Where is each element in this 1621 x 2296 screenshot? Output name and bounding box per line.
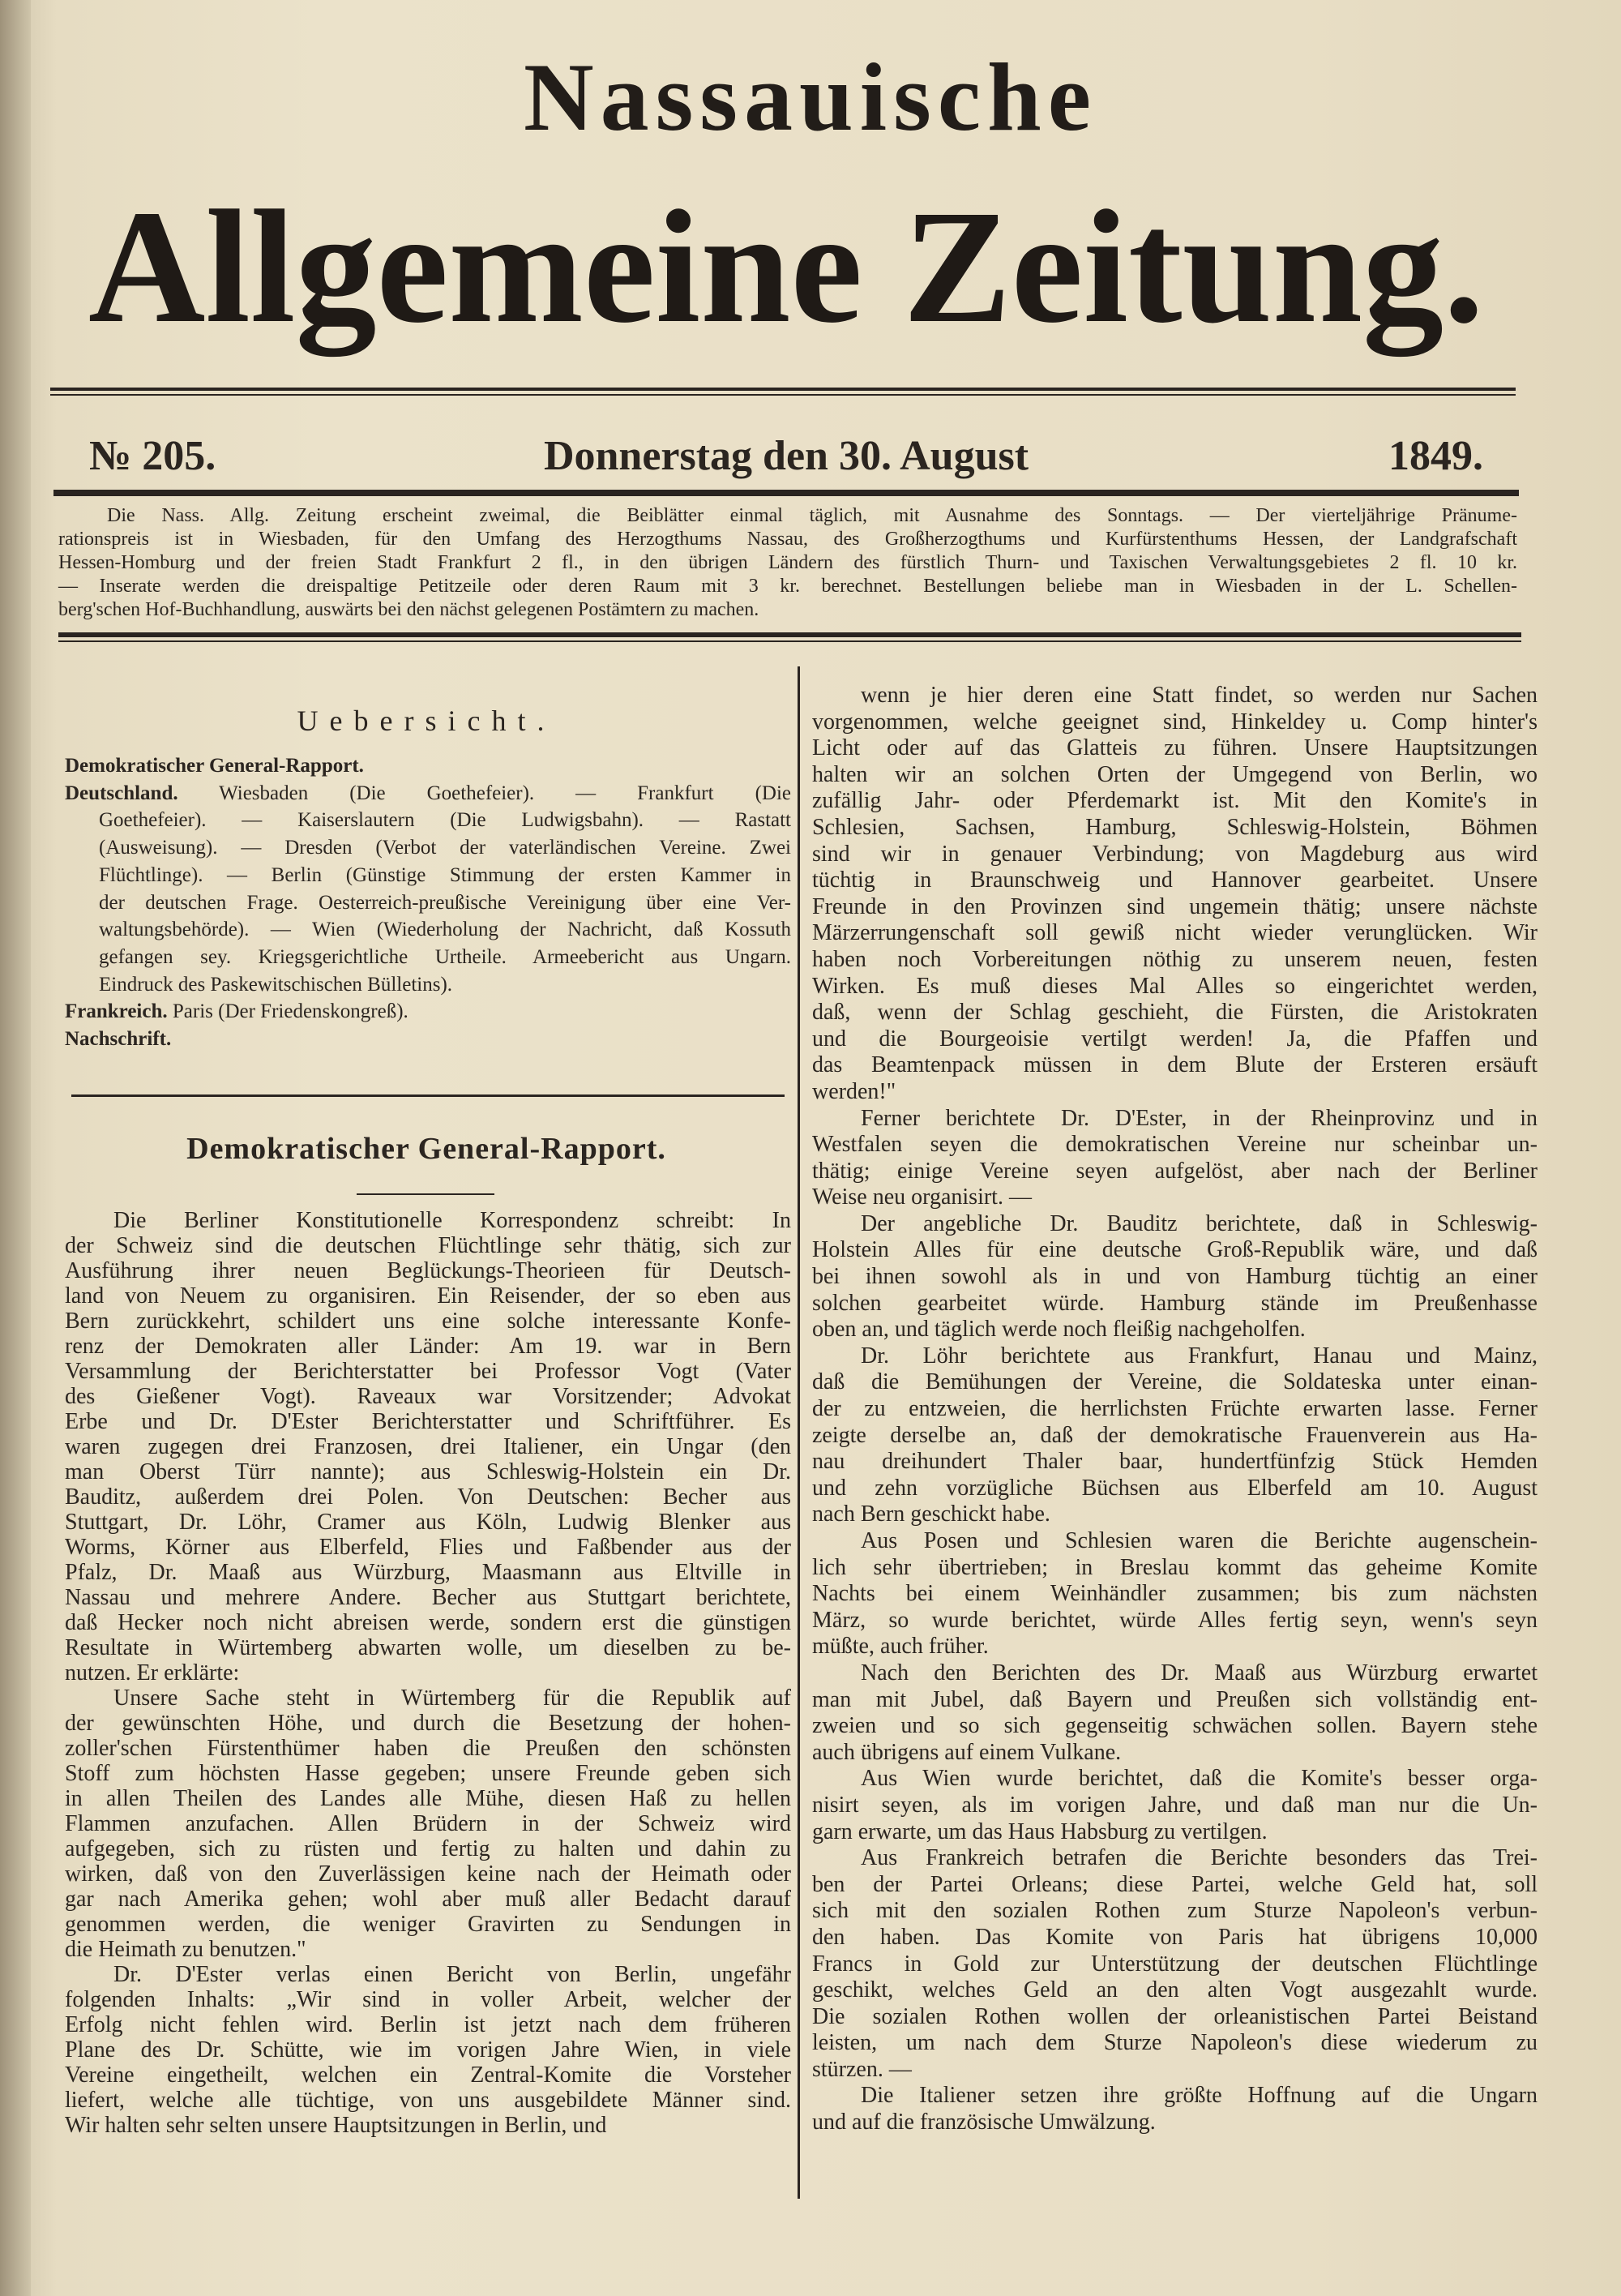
masthead-rule	[50, 388, 1516, 391]
masthead-line-2: Allgemeine Zeitung.	[88, 178, 1485, 357]
overview-entry-text: waltungsbehörde). — Wien (Wiederholung der Nachricht, daß Kossuth	[99, 919, 791, 941]
text-line: wirken, daß von den Zuverlässigen keine nach der Heimath oder	[65, 1861, 791, 1887]
overview-section-name: Frankreich.	[65, 1000, 168, 1023]
text-line: bei ihnen sowohl als in und von Hamburg tüchtig an einer	[812, 1264, 1538, 1290]
text-line: Märzerrungenschaft soll gewiß nicht wieder verunglücken. Wir	[812, 920, 1538, 946]
text-line: des Gießener Vogt). Raveaux war Vorsitzender; Advokat	[65, 1384, 791, 1409]
text-line: leisten, um nach dem Sturze Napoleon's diese wiederum zu	[812, 2030, 1538, 2056]
text-line: tüchtig in Braunschweig und Hannover gearbeitet. Unsere	[812, 867, 1538, 893]
text-line: Westfalen seyen die demokratischen Vereine nur scheinbar un-	[812, 1132, 1538, 1158]
text-line: halten wir an solchen Orten der Umgegend von Berlin, wo	[812, 761, 1538, 787]
notice-line: Hessen-Homburg und der freien Stadt Frankfurt 2 fl., in den übrigen Ländern des fürstlich Thurn- und Taxischen Verwaltungsgebietes 2 fl. 10 kr.	[58, 552, 1517, 573]
text-line: Holstein Alles für eine deutsche Groß-Republik wäre, und daß	[812, 1237, 1538, 1263]
paragraph	[65, 1686, 791, 1962]
article-column-left	[65, 1208, 791, 2138]
text-line: Nachts bei einem Weinhändler zusammen; bis zum nächsten	[812, 1581, 1538, 1607]
paragraph	[812, 1845, 1538, 2083]
text-line: nau dreihundert Thaler baar, hundertfünfzig Stück Hemden	[812, 1449, 1538, 1475]
text-line: in allen Theilen des Landes alle Mühe, diesen Haß zu hellen	[65, 1786, 791, 1811]
text-line: Schlesien, Sachsen, Hamburg, Schleswig-Holstein, Böhmen	[812, 814, 1538, 840]
notice-line: berg'schen Hof-Buchhandlung, auswärts bei den nächst gelegenen Postämtern zu machen.	[58, 599, 759, 620]
text-line: ben der Partei Orleans; diese Partei, welche Geld hat, soll	[812, 1871, 1538, 1897]
overview-entry	[65, 780, 791, 807]
text-line: zweien und so sich gegenseitig schwächen sollen. Bayern stehe	[812, 1713, 1538, 1739]
text-line: Plane des Dr. Schütte, wie im vorigen Jahre Wien, in viele	[65, 2037, 791, 2063]
overview-section-name: Deutschland.	[65, 782, 178, 804]
text-line: Aus Posen und Schlesien waren die Berichte augenschein-	[861, 1528, 1538, 1553]
text-line: und zehn vorzügliche Büchsen aus Elberfeld am 10. August	[812, 1475, 1538, 1501]
paragraph	[65, 1208, 791, 1686]
notice-rule-thin	[58, 640, 1521, 642]
text-line: Dr. D'Ester verlas einen Bericht von Berlin, ungefähr	[113, 1962, 791, 1987]
column-divider	[798, 666, 800, 2199]
text-line: Die Berliner Konstitutionelle Korrespondenz schreibt: In	[113, 1208, 791, 1233]
text-line: genommen werden, die weniger Gravirten zu Sendungen in	[65, 1912, 791, 1937]
overview-heading: Uebersicht.	[297, 705, 556, 737]
text-line: Weise neu organisirt. —	[812, 1184, 1032, 1210]
text-line: das Beamtenpack müssen in dem Blute der Ersteren ersäuft	[812, 1052, 1538, 1078]
notice-line: rationspreis ist in Wiesbaden, für den Umfang des Herzogthums Nassau, des Großherzogthums und Kurfürstenthums Hessen, der Landgrafschaft	[58, 529, 1517, 550]
issue-date: Donnerstag den 30. August	[543, 433, 1029, 479]
text-line: Ferner berichtete Dr. D'Ester, in der Rheinprovinz und in	[861, 1105, 1538, 1131]
overview-entry	[65, 834, 791, 862]
notice-rule	[58, 632, 1521, 637]
overview-entry	[65, 944, 791, 971]
overview-entry	[65, 752, 791, 780]
text-line: liefert, welche alle tüchtige, von uns ausgebildete Männer sind.	[65, 2088, 791, 2113]
overview-entry	[65, 889, 791, 917]
title-rule	[357, 1193, 494, 1195]
text-line: Worms, Körner aus Elberfeld, Flies und Faßbender aus der	[65, 1535, 791, 1560]
text-line: vorgenommen, welche geeignet sind, Hinkeldey u. Comp hinter's	[812, 709, 1538, 735]
overview-entry	[65, 916, 791, 944]
text-line: zeigte derselbe an, daß der demokratische Frauenverein aus Ha-	[812, 1422, 1538, 1448]
subscription-notice	[58, 504, 1517, 622]
text-line: nutzen. Er erklärte:	[65, 1660, 240, 1686]
text-line: der Schweiz sind die deutschen Flüchtlinge sehr thätig, sich zur	[65, 1233, 791, 1258]
text-line: Resultate in Würtemberg abwarten wolle, um dieselben zu be-	[65, 1635, 791, 1660]
text-line: Wirken. Es muß dieses Mal Alles so eingerichtet werden,	[812, 973, 1538, 999]
text-line: sind wir in genauer Verbindung; von Magdeburg aus wird	[812, 841, 1538, 867]
text-line: Stoff zum höchsten Hasse gegeben; unsere Freunde geben sich	[65, 1761, 791, 1786]
overview-entry-text: Flüchtlinge). — Berlin (Günstige Stimmung der ersten Kammer in	[99, 863, 791, 886]
text-line: aufgegeben, sich zu rüsten und fertig zu halten und dahin zu	[65, 1836, 791, 1861]
text-line: Nach den Berichten des Dr. Maaß aus Würzburg erwartet	[861, 1660, 1538, 1686]
masthead-rule-thin	[50, 394, 1516, 396]
page-spine-edge	[0, 0, 31, 2296]
text-line: sich mit den sozialen Rothen zum Sturze Napoleon's verbun-	[812, 1898, 1538, 1924]
paragraph	[812, 1660, 1538, 1766]
paragraph	[812, 683, 1538, 1106]
text-line: Aus Frankreich betrafen die Berichte besonders das Trei-	[861, 1845, 1538, 1871]
overview-entry	[65, 862, 791, 889]
text-line: Der angebliche Dr. Bauditz berichtete, daß in Schleswig-	[861, 1210, 1538, 1236]
overview-entry	[65, 1026, 791, 1053]
text-line: daß, wenn der Schlag geschieht, die Fürsten, die Aristokraten	[812, 1000, 1538, 1026]
paragraph	[812, 1106, 1538, 1211]
text-line: Pfalz, Dr. Maaß aus Würzburg, Maasmann aus Eltville in	[65, 1560, 791, 1585]
overview-entry-text: Goethefeier). — Kaiserslautern (Die Ludwigsbahn). — Rastatt	[99, 809, 791, 832]
text-line: lich sehr übertrieben; in Breslau kommt das geheime Komite	[812, 1554, 1538, 1580]
text-line: thätig; einige Vereine seyen aufgelöst, aber nach der Berliner	[812, 1158, 1538, 1184]
article-column-right	[812, 683, 1538, 2136]
paragraph	[812, 1528, 1538, 1660]
text-line: März, so wurde berichtet, würde Alles fertig seyn, wenn's seyn	[812, 1607, 1538, 1633]
text-line: müßte, auch früher.	[812, 1634, 989, 1660]
overview-separator	[71, 1094, 785, 1097]
text-line: gar nach Amerika gehen; wohl aber muß aller Bedacht darauf	[65, 1887, 791, 1912]
text-line: Nassau und mehrere Andere. Becher aus Stuttgart berichtete,	[65, 1585, 791, 1610]
text-line: geschikt, welches Geld an den alten Vogt ausgezahlt wurde.	[812, 1977, 1538, 2003]
text-line: renz der Demokraten aller Länder: Am 19. war in Bern	[65, 1334, 791, 1359]
text-line: man Oberst Türr nannte); aus Schleswig-Holstein ein Dr.	[65, 1459, 791, 1484]
text-line: Die Italiener setzen ihre größte Hoffnung auf die Ungarn	[861, 2083, 1538, 2109]
text-line: daß Hecker noch nicht abreisen werde, sondern erst die günstigen	[65, 1610, 791, 1635]
text-line: Aus Wien wurde berichtet, daß die Komite's besser orga-	[861, 1766, 1538, 1792]
paragraph	[65, 1962, 791, 2138]
text-line: Francs in Gold zur Unterstützung der deutschen Flüchtlinge	[812, 1951, 1538, 1977]
text-line: Bauditz, außerdem drei Polen. Von Deutschen: Becher aus	[65, 1484, 791, 1510]
dateline-rule	[53, 490, 1519, 496]
text-line: auch übrigens auf einem Vulkane.	[812, 1739, 1122, 1765]
text-line: Erfolg nicht fehlen wird. Berlin ist jetzt nach dem früheren	[65, 2012, 791, 2037]
text-line: Dr. Löhr berichtete aus Frankfurt, Hanau und Mainz,	[861, 1343, 1538, 1369]
text-line: der zu entzweien, die herrlichsten Früchte erwarten lasse. Ferner	[812, 1396, 1538, 1422]
text-line: Wir halten sehr selten unsere Hauptsitzungen in Berlin, und	[65, 2113, 607, 2138]
issue-year: 1849.	[1388, 433, 1483, 479]
text-line: Freunde in den Provinzen sind ungemein thätig; unsere nächste	[812, 893, 1538, 919]
overview-entry-text: der deutschen Frage. Oesterreich-preußische Vereinigung über eine Ver-	[99, 891, 791, 914]
text-line: man mit Jubel, daß Bayern und Preußen sich vollständig ent-	[812, 1686, 1538, 1712]
text-line: Ausführung ihrer neuen Beglückungs-Theorieen für Deutsch-	[65, 1258, 791, 1283]
text-line: Bern zurückkehrt, schildert uns eine solche interessante Konfe-	[65, 1309, 791, 1334]
text-line: Vereine eingetheilt, welchen ein Zentral-Komite die Vorsteher	[65, 2063, 791, 2088]
paragraph	[812, 1343, 1538, 1528]
text-line: haben noch Vorbereitungen nöthig zu unserem neuen, festen	[812, 946, 1538, 972]
text-line: garn erwarte, um das Haus Habsburg zu vertilgen.	[812, 1818, 1268, 1844]
text-line: Licht oder auf das Glatteis zu führen. Unsere Hauptsitzungen	[812, 735, 1538, 761]
paragraph	[812, 1211, 1538, 1343]
text-line: der gewünschten Höhe, und durch die Besetzung der hohen-	[65, 1711, 791, 1736]
text-line: Erbe und Dr. D'Ester Berichterstatter und Schriftführer. Es	[65, 1409, 791, 1434]
overview-entry-text: Paris (Der Friedenskongreß).	[167, 1000, 408, 1023]
overview-list	[65, 752, 791, 1053]
overview-entry-text: Eindruck des Paskewitschischen Bülletins).	[99, 973, 453, 996]
notice-line: Die Nass. Allg. Zeitung erscheint zweimal, die Beiblätter einmal täglich, mit Ausnahme des Sonntags. — Der vierteljährige Pränume-	[107, 505, 1517, 526]
text-line: Versammlung der Berichterstatter bei Professor Vogt (Vater	[65, 1359, 791, 1384]
text-line: stürzen. —	[812, 2056, 912, 2082]
text-line: solchen gearbeitet würde. Hamburg stände im Preußenhasse	[812, 1290, 1538, 1316]
overview-section-name: Demokratischer General-Rapport.	[65, 755, 364, 777]
overview-entry	[65, 971, 791, 999]
paragraph	[812, 2083, 1538, 2135]
overview-entry	[65, 998, 791, 1026]
text-line: werden!"	[812, 1078, 896, 1104]
text-line: waren zugegen drei Franzosen, drei Italiener, ein Ungar (den	[65, 1434, 791, 1459]
text-line: die Heimath zu benutzen."	[65, 1937, 306, 1962]
paragraph	[812, 1766, 1538, 1845]
text-line: nisirt seyen, als im vorigen Jahre, und daß man nur die Un-	[812, 1792, 1538, 1818]
text-line: und auf die französische Umwälzung.	[812, 2110, 1156, 2135]
text-line: Stuttgart, Dr. Löhr, Cramer aus Köln, Ludwig Blenker aus	[65, 1510, 791, 1535]
text-line: den haben. Das Komite von Paris hat übrigens 10,000	[812, 1924, 1538, 1950]
text-line: wenn je hier deren eine Statt findet, so werden nur Sachen	[861, 683, 1538, 708]
text-line: Die sozialen Rothen wollen der orleanistischen Partei Beistand	[812, 2003, 1538, 2029]
text-line: Unsere Sache steht in Würtemberg für die Republik auf	[113, 1686, 791, 1711]
text-line: oben an, und täglich werde noch fleißig nachgeholfen.	[812, 1317, 1306, 1343]
article-title: Demokratischer General-Rapport.	[186, 1132, 666, 1166]
text-line: land von Neuem zu organisiren. Ein Reisender, der so eben aus	[65, 1283, 791, 1309]
text-line: daß die Bemühungen der Vereine, die Soldateska unter einan-	[812, 1369, 1538, 1395]
text-line: folgenden Inhalts: „Wir sind in voller Arbeit, welcher der	[65, 1987, 791, 2012]
notice-line: — Inserate werden die dreispaltige Petitzeile oder deren Raum mit 3 kr. berechnet. Bestellungen beliebe man in Wiesbaden in der L. Schellen-	[58, 576, 1517, 597]
dateline	[89, 428, 1483, 485]
overview-entry-text: Wiesbaden (Die Goethefeier). — Frankfurt (Die	[177, 782, 791, 804]
text-line: zoller'schen Fürstenthümer haben die Preußen den schönsten	[65, 1736, 791, 1761]
issue-number: № 205.	[89, 433, 216, 479]
overview-entry-text: gefangen sey. Kriegsgerichtliche Urtheile. Armeebericht aus Ungarn.	[99, 945, 791, 968]
text-line: zufällig Jahr- oder Pferdemarkt ist. Mit den Komite's in	[812, 788, 1538, 814]
overview-entry	[65, 807, 791, 834]
masthead-line-1: Nassauische	[523, 43, 1098, 151]
text-line: und die Bourgeoisie vertilgt werden! Ja, die Pfaffen und	[812, 1026, 1538, 1052]
overview-entry-text: (Ausweisung). — Dresden (Verbot der vaterländischen Vereine. Zwei	[99, 837, 791, 859]
overview-section-name: Nachschrift.	[65, 1028, 172, 1051]
text-line: nach Bern geschickt habe.	[812, 1501, 1050, 1527]
text-line: Flammen anzufachen. Allen Brüdern in der Schweiz wird	[65, 1811, 791, 1836]
